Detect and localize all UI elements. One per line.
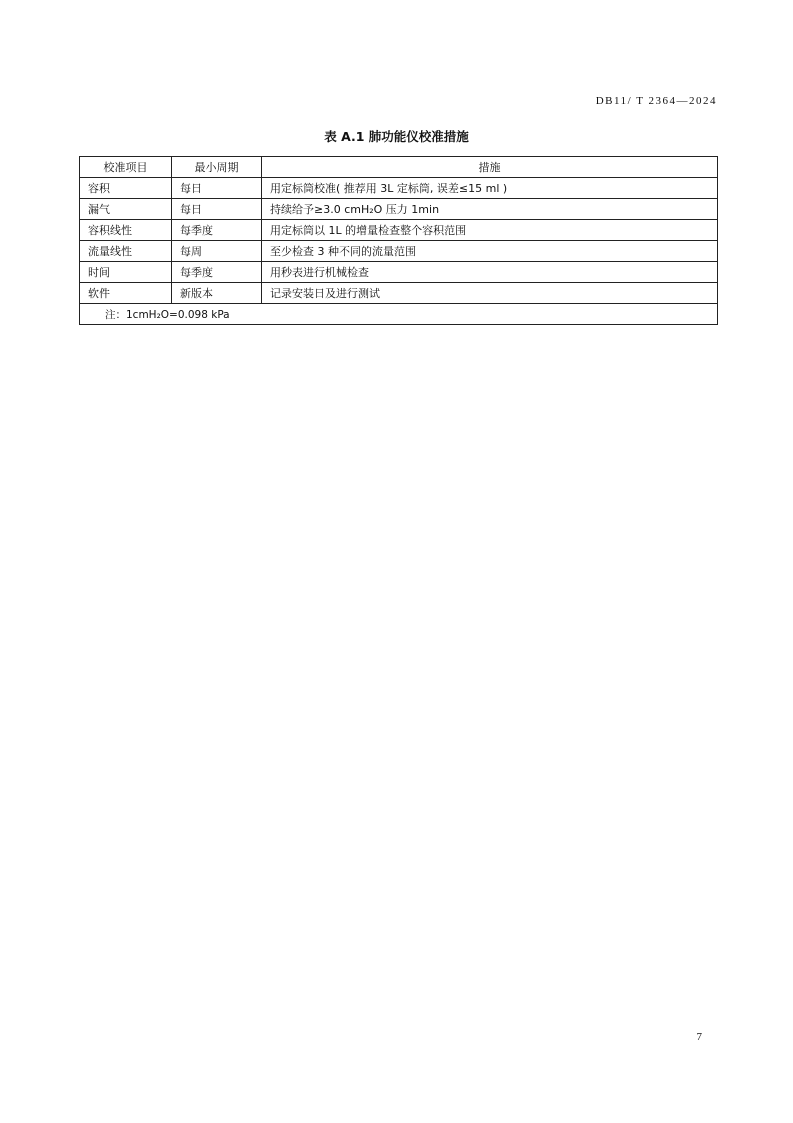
cell-measure: 用秒表进行机械检查 [262,262,718,283]
cell-item: 容积线性 [80,220,172,241]
table-row [80,178,718,199]
column-header-period: 最小周期 [172,157,262,178]
cell-item: 软件 [80,283,172,304]
table-note: 注：1cmH₂O=0.098 kPa [80,304,718,325]
cell-measure: 持续给予≥3.0 cmH₂O 压力 1min [262,199,718,220]
column-header-item: 校准项目 [80,157,172,178]
table-note-row [80,304,718,325]
cell-period: 每季度 [172,262,262,283]
cell-period: 每季度 [172,220,262,241]
table-row [80,241,718,262]
cell-period: 每日 [172,178,262,199]
page-number: 7 [696,1031,702,1043]
column-header-measure: 措施 [262,157,718,178]
cell-measure: 至少检查 3 种不同的流量范围 [262,241,718,262]
cell-measure: 记录安装日及进行测试 [262,283,718,304]
cell-measure: 用定标筒校准( 推荐用 3L 定标筒, 误差≤15 ml ) [262,178,718,199]
table-row [80,199,718,220]
table-row [80,283,718,304]
cell-measure: 用定标筒以 1L 的增量检查整个容积范围 [262,220,718,241]
cell-item: 流量线性 [80,241,172,262]
table-caption: 表 A.1 肺功能仪校准措施 [324,129,469,144]
cell-period: 每日 [172,199,262,220]
document-code: DB11/ T 2364—2024 [595,95,717,107]
cell-period: 新版本 [172,283,262,304]
table-header-row [80,157,718,178]
table-row [80,220,718,241]
cell-item: 漏气 [80,199,172,220]
cell-period: 每周 [172,241,262,262]
cell-item: 时间 [80,262,172,283]
table-row [80,262,718,283]
calibration-table [79,156,718,325]
cell-item: 容积 [80,178,172,199]
